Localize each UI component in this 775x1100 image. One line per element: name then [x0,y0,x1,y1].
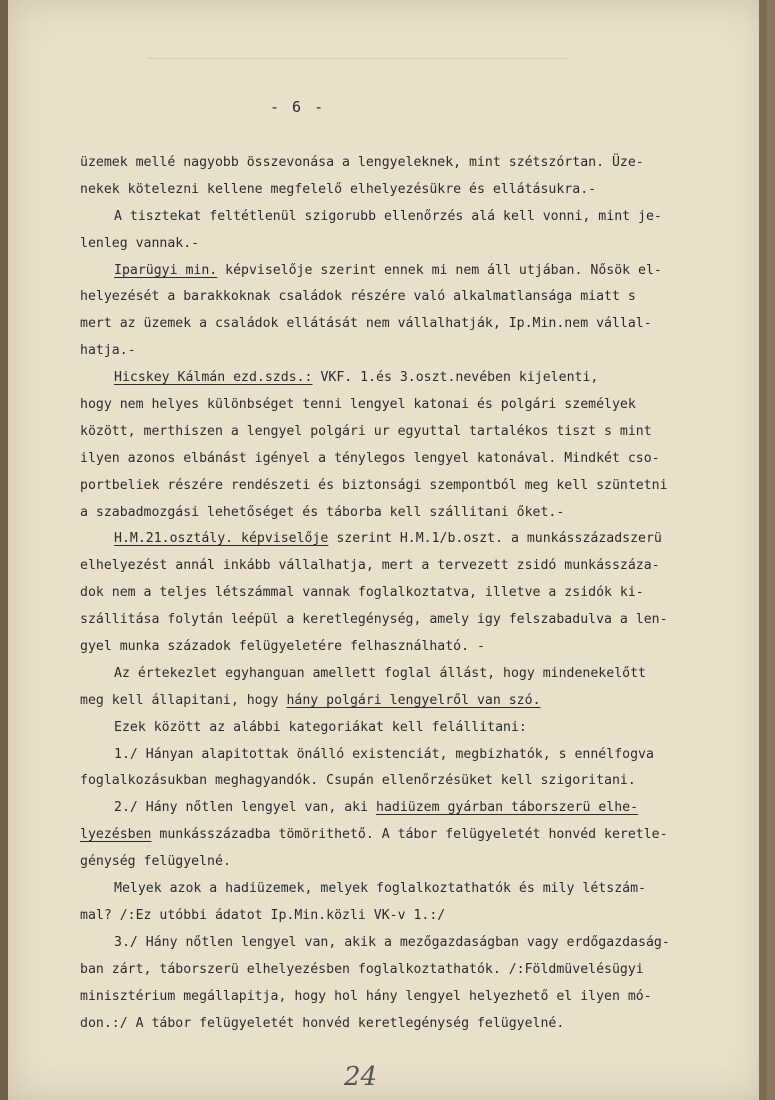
text-line: gyel munka századok felügyeletére felhasználható. - [80,639,485,655]
scan-edge-left [0,0,8,1100]
text-line: Ezek között az alábbi kategoriákat kell felállitani: [114,719,527,735]
underlined-phrase: hadiüzem gyárban táborszerü elhe- [376,800,639,816]
underlined-phrase: lyezésben [80,827,152,843]
typewritten-body [80,150,680,1037]
text-line: minisztérium megállapitja, hogy hol hány lengyel helyezhető el ilyen mó- [80,988,652,1004]
scan-edge-right [759,0,767,1100]
document-page [8,0,767,1100]
text-line: A tisztekat feltétlenül szigorubb ellenőrzés alá kell vonni, mint je- [114,208,662,224]
underlined-phrase: hány polgári lengyelről van szó. [286,692,541,708]
text-line: foglalkozásukban meghagyandók. Csupán ellenőrzésüket kell szigoritani. [80,773,636,789]
text-line: helyezését a barakkoknak családok részére való alkalmatlansága miatt s [80,289,636,305]
text-line: H.M.21.osztály. képviselője szerint H.M.1/b.oszt. a munkásszázadszerü [114,531,662,547]
underlined-phrase: Hicskey Kálmán ezd.szds.: [114,370,313,386]
text-line: dok nem a teljes létszámmal vannak foglalkoztatva, illetve a zsidók ki- [80,585,644,601]
text-line: 1./ Hányan alapitottak önálló existenciát, megbizhatók, s ennélfogva [114,746,654,762]
text-line: lenleg vannak.- [80,235,200,251]
text-line: portbeliek részére rendészeti és biztonsági szempontból meg kell szüntetni [80,477,668,493]
text-line: Az értekezlet egyhanguan amellett foglal állást, hogy mindenekelőtt [114,665,646,681]
text-line: hogy nem helyes különbséget tenni lengyel katonai és polgári személyek [80,397,636,413]
text-line: don.:/ A tábor felügyeletét honvéd keretlegénység felügyelné. [80,1015,565,1031]
text-line: üzemek mellé nagyobb összevonása a lengyeleknek, mint szétszórtan. Üze- [80,155,644,170]
text-line: ilyen azonos elbánást igényel a ténylegos lengyel katonával. Mindkét cso- [80,450,660,466]
text-line: között, merthiszen a lengyel polgári ur egyuttal tartalékos tiszt s mint [80,423,652,439]
text-line: mert az üzemek a családok ellátását nem vállalhatják, Ip.Min.nem vállal- [80,316,652,332]
underlined-phrase: H.M.21.osztály. képviselője [114,531,329,547]
text-line: elhelyezést annál inkább vállalhatja, mert a tervezett zsidó munkásszáza- [80,558,660,574]
text-line: Hicskey Kálmán ezd.szds.: VKF. 1.és 3.oszt.nevében kijelenti, [114,370,599,386]
handwritten-folio-number: 24 [344,1062,378,1092]
text-line: hatja.- [80,343,136,359]
text-line: Melyek azok a hadiüzemek, melyek foglalkoztathatók és mily létszám- [114,881,646,897]
text-line: ban zárt, táborszerü elhelyezésben foglalkoztathatók. /:Földmüvelésügyi [80,961,644,977]
text-line: szállitása folytán leépül a keretlegénység, amely igy felszabadulva a len- [80,612,668,628]
text-line: Iparügyi min. képviselője szerint ennek mi nem áll utjában. Nősök el- [114,262,662,278]
text-line: meg kell állapitani, hogy hány polgári lengyelről van szó. [80,692,541,708]
text-line: génység felügyelné. [80,854,231,870]
text-line: 2./ Hány nőtlen lengyel van, aki hadiüzem gyárban táborszerü elhe- [114,800,639,816]
text-line: mal? /:Ez utóbbi ádatot Ip.Min.közli VK-v 1.:/ [80,907,446,923]
text-line: 3./ Hány nőtlen lengyel van, akik a mezőgazdaságban vagy erdőgazdaság- [114,934,670,950]
page-number: - 6 - [270,98,326,116]
underlined-phrase: Iparügyi min. [114,262,218,278]
bleed-through-marks [148,58,568,73]
text-line: lyezésben munkásszázadba tömörithető. A tábor felügyeletét honvéd keretle- [80,827,668,843]
text-line: nekek kötelezni kellene megfelelő elhelyezésükre és ellátásukra.- [80,181,597,197]
text-line: a szabadmozgási lehetőséget és táborba kell szállitani őket.- [80,504,565,520]
